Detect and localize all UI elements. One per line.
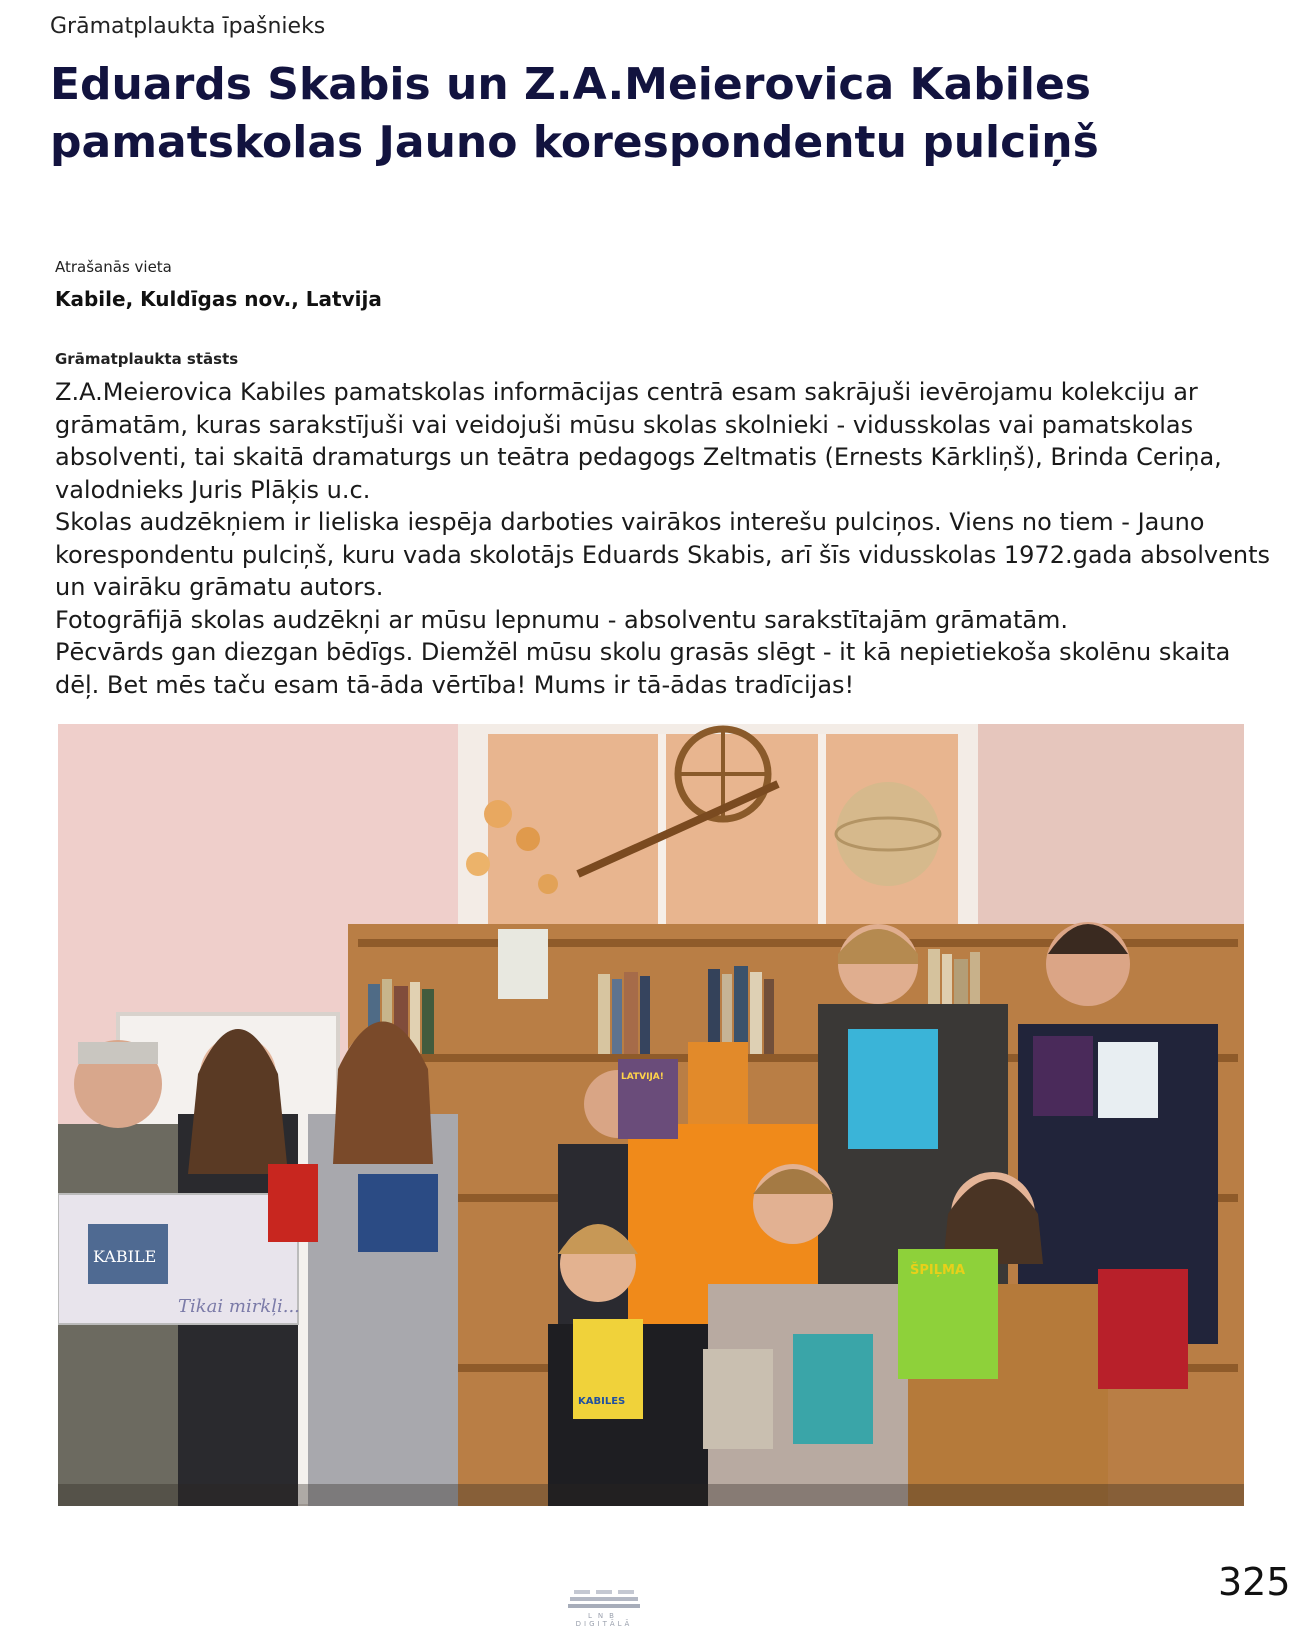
book-cover-text: Tikai mirkļi... — [178, 1296, 300, 1317]
book-stack-icon — [566, 1588, 642, 1610]
story-paragraph: Z.A.Meierovica Kabiles pamatskolas informācijas centrā esam sakrājuši ievērojamu kolekciju ar grāmatām, kuras sarakstījuši vai veidojuši mūsu skolas skolnieki - vidusskolas vai pamatskolas absolventi, tai skaitā dramaturgs un teātra pedagogs Zeltmatis (Ernests Kārkliņš), Brinda Ceriņa, valodnieks Juris Plāķis u.c. — [55, 378, 1222, 504]
owner-label: Grāmatplaukta īpašnieks — [50, 14, 326, 39]
page-title: Eduards Skabis un Z.A.Meierovica Kabiles pamatskolas Jauno korespondentu pulciņš — [50, 59, 1099, 168]
book-cover-text: ŠPIĻMA — [910, 1263, 966, 1278]
logo-line-1: LNB — [588, 1612, 620, 1620]
book-cover-text: KABILE — [93, 1247, 157, 1266]
book-cover-text: KABILES — [578, 1396, 626, 1407]
location-label: Atrašanās vieta — [55, 258, 172, 276]
story-paragraph: Pēcvārds gan diezgan bēdīgs. Diemžēl mūsu skolu grasās slēgt - it kā nepietiekoša skolēnu skaita dēļ. Bet mēs taču esam tā-āda vērtība! Mums ir tā-ādas tradīcijas! — [55, 638, 1231, 699]
story-paragraph: Skolas audzēkņiem ir lieliska iespēja darboties vairākos interešu pulciņos. Viens no tiem - Jauno korespondentu pulciņš, kuru vada skolotājs Eduards Skabis, arī šīs vidusskolas 1972.gada absolvents un vairāku grāmatu autors. — [55, 508, 1270, 601]
page-number: 325 — [1218, 1560, 1291, 1604]
group-photo — [58, 724, 1244, 1506]
story-label: Grāmatplaukta stāsts — [55, 350, 239, 368]
book-cover-text: LATVIJA! — [621, 1072, 664, 1082]
logo-line-2: DIGITĀLĀ — [575, 1620, 633, 1628]
lnb-logo — [566, 1588, 642, 1635]
story-paragraph: Fotogrāfijā skolas audzēkņi ar mūsu lepnumu - absolventu sarakstītajām grāmatām. — [55, 605, 1069, 634]
story-text — [55, 376, 1270, 701]
location-value: Kabile, Kuldīgas nov., Latvija — [55, 287, 382, 311]
